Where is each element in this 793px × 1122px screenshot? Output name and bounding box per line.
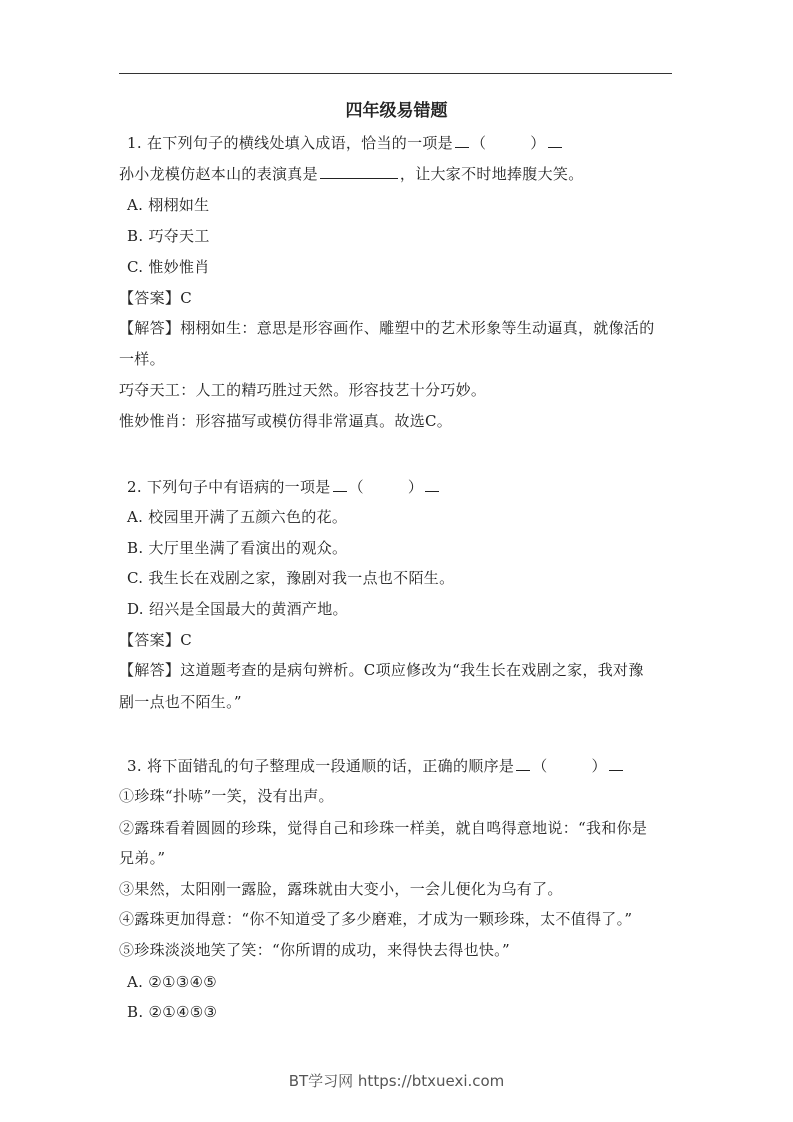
sentence-line: ③果然，太阳刚一露脸，露珠就由大变小，一会儿便化为乌有了。 <box>119 880 563 898</box>
option: B. 巧夺天工 <box>127 227 210 245</box>
answer: 【答案】C <box>119 289 192 307</box>
option: D. 绍兴是全国最大的黄酒产地。 <box>127 600 348 618</box>
answer-blank <box>333 477 347 492</box>
header-rule <box>119 73 672 74</box>
answer-blank <box>548 133 562 148</box>
sentence-text: 孙小龙模仿赵本山的表演真是 <box>119 165 318 183</box>
paren: （ <box>470 134 487 152</box>
answer-blank <box>609 756 623 771</box>
answer: 【答案】C <box>119 631 192 649</box>
option: A. 栩栩如生 <box>127 196 210 214</box>
footer-watermark: BT学习网 https://btxuexi.com <box>288 1072 505 1090</box>
sentence-line: ①珍珠“扑哧”一笑，没有出声。 <box>119 787 334 805</box>
explanation-line: 【解答】这道题考查的是病句辨析。C项应修改为“我生长在戏剧之家，我对豫 <box>119 661 644 679</box>
paren: （ <box>348 478 364 496</box>
answer-blank <box>455 133 469 148</box>
question-1-stem <box>127 133 564 153</box>
stem-text: 2. 下列句子中有语病的一项是 <box>127 478 331 496</box>
paren: （ <box>532 757 548 775</box>
explanation-line: 一样。 <box>119 350 165 368</box>
question-1-sentence <box>119 164 584 184</box>
answer-blank <box>516 756 530 771</box>
paren: ） <box>591 757 607 775</box>
answer-blank <box>425 477 439 492</box>
explanation-line: 【解答】栩栩如生：意思是形容画作、雕塑中的艺术形象等生动逼真，就像活的 <box>119 319 655 337</box>
question-3-stem <box>127 756 625 776</box>
sentence-line: ④露珠更加得意：“你不知道受了多少磨难，才成为一颗珍珠，太不值得了。” <box>119 910 633 928</box>
explanation-line: 惟妙惟肖：形容描写或模仿得非常逼真。故选C。 <box>119 412 453 430</box>
stem-text: 1. 在下列句子的横线处填入成语，恰当的一项是 <box>127 134 453 152</box>
paren: ） <box>530 134 546 152</box>
question-2-stem <box>127 477 441 497</box>
paren: ） <box>407 478 424 496</box>
stem-text: 3. 将下面错乱的句子整理成一段通顺的话，正确的顺序是 <box>127 757 515 775</box>
explanation-line: 剧一点也不陌生。” <box>119 693 242 711</box>
option: A. 校园里开满了五颜六色的花。 <box>127 508 348 526</box>
option: A. ②①③④⑤ <box>127 973 218 991</box>
option: C. 我生长在戏剧之家，豫剧对我一点也不陌生。 <box>127 569 455 587</box>
sentence-line: ⑤珍珠淡淡地笑了笑：“你所谓的成功，来得快去得也快。” <box>119 941 510 959</box>
option: C. 惟妙惟肖 <box>127 258 210 276</box>
explanation-line: 巧夺天工：人工的精巧胜过天然。形容技艺十分巧妙。 <box>119 381 487 399</box>
sentence-text: ，让大家不时地捧腹大笑。 <box>399 165 584 183</box>
option: B. 大厅里坐满了看演出的观众。 <box>127 539 348 557</box>
sentence-line: ②露珠看着圆圆的珍珠，觉得自己和珍珠一样美，就自鸣得意地说：“我和你是 <box>119 819 648 837</box>
page-title: 四年级易错题 <box>345 101 448 121</box>
fill-blank <box>320 164 398 179</box>
option: B. ②①④⑤③ <box>127 1003 218 1021</box>
sentence-line: 兄弟。” <box>119 849 166 867</box>
